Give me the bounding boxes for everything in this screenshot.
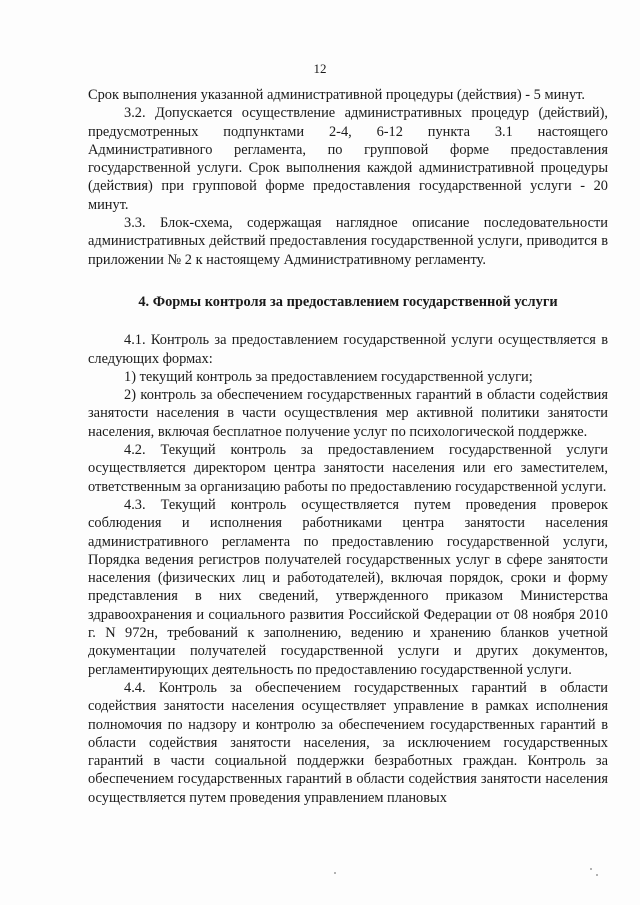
scan-speck (334, 872, 336, 874)
paragraphs-before-heading (88, 86, 608, 269)
paragraph: 1) текущий контроль за предоставлением государственной услуги; (124, 368, 533, 385)
paragraph: Срок выполнения указанной административной процедуры (действия) - 5 минут. (88, 87, 585, 103)
document-body (88, 86, 608, 807)
scan-speck (590, 868, 592, 870)
paragraph: 4.2. Текущий контроль за предоставлением государственной услуги осуществляется директором центра занятости населения или его заместителем, ответственным за организацию работы по предоставлению государственной услуги. (88, 442, 608, 495)
section-heading: 4. Формы контроля за предоставлением государственной услуги (138, 293, 558, 310)
paragraph: 4.3. Текущий контроль осуществляется путем проведения проверок соблюдения и исполнения работниками центра занятости населения административного регламента по предоставлению государственной услуги, Порядка ведения регистров получателей государственных услуг в сфере занятости населения (физических лиц и работодателей), включая порядок, сроки и форму представления в них сведений, утвержденного приказом Министерства здравоохранения и социального развития Российской Федерации от 08 ноября 2010 г. N 972н, требований к заполнению, ведению и хранению бланков учетной документации получателей государственной услуги и других документов, регламентирующих деятельность по предоставлению государственной услуги. (88, 496, 608, 678)
paragraph: 3.2. Допускается осуществление административных процедур (действий), предусмотренных подпунктами 2-4, 6-12 пункта 3.1 настоящего Административного регламента, по групповой форме предоставления государственной услуги. Срок выполнения каждой административной процедуры (действия) при групповой форме предоставления государственной услуги - 20 минут. (88, 105, 608, 213)
paragraph: 2) контроль за обеспечением государственных гарантий в области содействия занятости населения в части осуществления мер активной политики занятости населения, включая бесплатное получение услуг по психологической поддержке. (88, 387, 608, 440)
paragraph: 4.4. Контроль за обеспечением государственных гарантий в области содействия занятости населения осуществляет управление в рамках исполнения полномочия по надзору и контролю за обеспечением государственных гарантий в области содействия занятости населения, за исключением государственных гарантий в части социальной поддержки безработных граждан. Контроль за обеспечением государственных гарантий в области содействия занятости населения осуществляется путем проведения управлением плановых (88, 679, 608, 806)
paragraph: 4.1. Контроль за предоставлением государственной услуги осуществляется в следующих формах: (88, 332, 608, 367)
paragraphs-after-heading (88, 331, 608, 807)
scan-speck (596, 874, 598, 876)
page-number: 12 (313, 61, 327, 76)
paragraph: 3.3. Блок-схема, содержащая наглядное описание последовательности административных действий предоставления государственной услуги, приводится в приложении № 2 к настоящему Административному регламенту. (88, 215, 608, 268)
